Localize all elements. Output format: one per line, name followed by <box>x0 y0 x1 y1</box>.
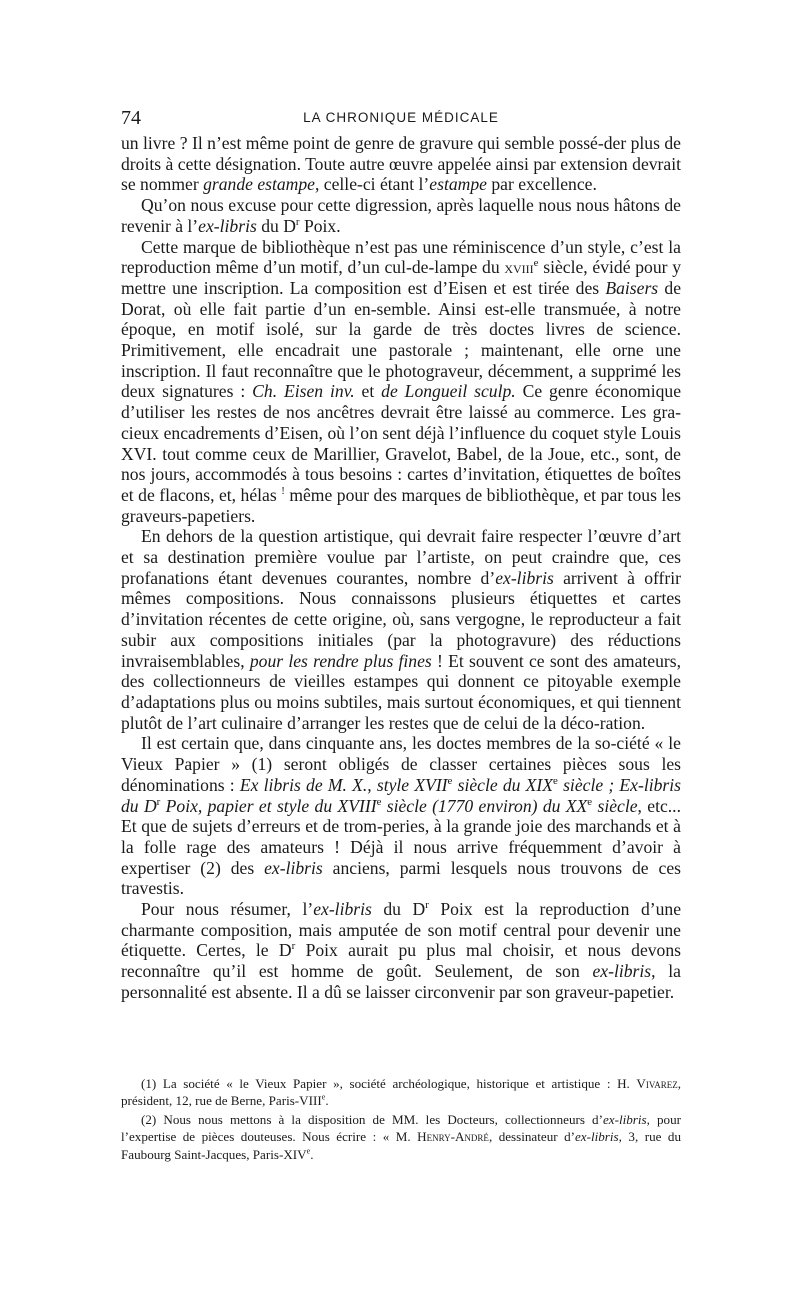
superscript: e <box>306 1146 311 1156</box>
italic-run: ex-libris <box>575 1129 619 1145</box>
superscript: e <box>376 795 382 808</box>
italic-run: Ch. Eisen inv. <box>252 381 355 402</box>
paragraph-4 <box>121 526 681 733</box>
italic-run: ex-libris <box>592 961 652 982</box>
text-run: Poix. <box>299 215 341 236</box>
text-run: Poix aurait pu plus mal choisir, et nous devons reconnaître qu’il est homme de goût. Seulement, de son <box>121 940 681 982</box>
text-run: Poix est la reproduction d’une charmante composition, mais amputée de son motif central pour devenir une étiquette. Certes, le D <box>121 899 681 961</box>
text-run: même pour des marques de bibliothèque, et par tous les graveurs-papetiers. <box>121 484 681 526</box>
italic-run: ex-libris <box>313 899 372 920</box>
italic-run: siècle (1770 environ) du XX <box>381 795 588 816</box>
text-run: , président, 12, rue de Berne, Paris-VIII <box>121 1076 681 1109</box>
paragraph-5 <box>121 733 681 899</box>
italic-run: de Longueil sculp. <box>381 381 516 402</box>
text-run: Ce genre économique d’utiliser les restes de nos ancêtres devrait être laissé au commerce. Les gra-cieux encadrements d’Eisen, où l’on sent déjà l’influence du coquet style Louis XVI. tout comme ceux de Marillier, Gravelot, Babel, de la Joue, etc., sont, de nos jours, accommodés à tous besoins : cartes d’invitation, étiquettes de boîtes et de flacons, et, hélas <box>121 381 682 505</box>
small-caps-run: Henry-André <box>417 1129 489 1145</box>
text-run: par excellence. <box>486 174 597 195</box>
text-run: Pour nous résumer, l’ <box>141 899 314 920</box>
italic-run: Poix, papier et style du XVIII <box>160 795 377 816</box>
text-run: arrivent à offrir mêmes compositions. Nous connaissons plusieurs étiquettes et cartes d’invitation récentes de cette origine, où, sans vergogne, le reproducteur a fait subir aux compositions initiales (par la photogravure) des réductions invraisemblables, <box>121 567 681 671</box>
superscript: r <box>295 215 300 228</box>
paragraph-6 <box>121 899 681 1003</box>
italic-run: siècle <box>592 795 638 816</box>
text-run: En dehors de la question artistique, qui devrait faire respecter l’œuvre d’art et sa destination première voulue par l’artiste, on peut craindre que, ces profanations étant devenues courantes, nombre d’ <box>121 526 681 588</box>
footnotes <box>121 1075 681 1163</box>
text-run: siècle, évidé pour y mettre une inscription. La composition est d’Eisen et est tirée des <box>121 257 681 298</box>
page-number: 74 <box>121 107 141 129</box>
text-run: Qu’on nous excuse pour cette digression, après laquelle nous nous hâtons de revenir à l’ <box>121 195 681 236</box>
text-run: (1) La société « le Vieux Papier », société archéologique, historique et artistique : H. <box>141 1076 637 1091</box>
text-run: ! Et souvent ce sont des amateurs, des collectionneurs de vieilles estampes qui donnent ce pitoyable exemple d’adaptations plus ou moins subtiles, mais surtout économiques, et qui tiennent plutôt de l’art culinaire d’arranger les restes que de celui de la déco-ration. <box>121 650 681 733</box>
body-text <box>121 133 681 1003</box>
superscript: ! <box>281 485 285 498</box>
italic-run: ex-libris <box>264 857 323 878</box>
paragraph-1 <box>121 133 681 195</box>
superscript: e <box>321 1093 326 1103</box>
paragraph-2 <box>121 195 681 236</box>
text-run: , etc... Et que de sujets d’erreurs et de trom-peries, à la grande joie des marchands et à la folle rage des amateurs ! Déjà il nous arrive fréquemment d’avoir à expertiser (2) des <box>121 795 681 878</box>
text-run: et <box>354 381 382 402</box>
italic-run: ex-libris <box>602 1111 647 1127</box>
text-run: Cette marque de bibliothèque n’est pas une réminiscence d’un style, c’est la reproduction même d’un motif, d’un cul-de-lampe du <box>121 236 681 278</box>
superscript: e <box>447 774 453 787</box>
superscript: r <box>425 899 429 912</box>
text-run: . <box>325 1093 329 1109</box>
text-run: du D <box>256 215 296 236</box>
running-title: LA CHRONIQUE MÉDICALE <box>303 110 499 125</box>
text-run: anciens, parmi lesquels nous trouvons de ces travestis. <box>121 857 681 899</box>
italic-run: Ex libris de M. X., style XVII <box>239 774 448 795</box>
text-run: de Dorat, où elle fait partie d’un en-semble. Ainsi est-elle transmuée, à notre époque, en motif isolé, sur la garde de très doctes livres de science. Primitivement, elle encadrait une pastorale ; maintenant, elle orne une inscription. Il faut reconnaître que le photograveur, décemment, a supprimé les deux signatures : <box>121 277 681 402</box>
italic-run: siècle ; Ex-libris du D <box>121 774 681 816</box>
paragraph-3 <box>121 237 681 527</box>
italic-run: ex-libris <box>198 215 257 236</box>
text-run: Il est certain que, dans cinquante ans, les doctes membres de la so-ciété « le Vieux Papier » (1) seront obligés de classer certaines pièces sous les dénominations : <box>121 733 681 795</box>
small-caps-run: Vivarez <box>636 1076 678 1091</box>
italic-run: pour les rendre plus fines <box>249 650 432 671</box>
text-run: , 3, rue du Faubourg Saint-Jacques, Paris-XIV <box>121 1129 682 1162</box>
footnote-1 <box>121 1075 681 1110</box>
small-caps-run: xviii <box>504 257 534 278</box>
text-run: , pour l’expertise de pièces douteuses. Nous écrire : « M. <box>121 1111 681 1145</box>
text-run: , la personnalité est absente. Il a dû se laisser circonvenir par son graveur-papetier. <box>121 961 681 1002</box>
superscript: e <box>533 257 539 270</box>
italic-run: grande estampe <box>203 174 315 195</box>
text-run: du D <box>371 899 426 920</box>
italic-run: siècle du XIX <box>452 774 554 795</box>
text-run: un livre ? Il n’est même point de genre de gravure qui semble possé-der plus de droits à cette désignation. Toute autre œuvre appelée ainsi par extension devrait se nommer <box>121 133 681 195</box>
footnote-2 <box>121 1111 681 1163</box>
italic-run: ex-libris <box>495 567 554 588</box>
text-run: (2) Nous nous mettons à la disposition de MM. les Docteurs, collectionneurs d’ <box>141 1111 603 1127</box>
superscript: e <box>553 774 558 787</box>
superscript: e <box>587 795 593 808</box>
italic-run: Baisers <box>605 277 659 298</box>
italic-run: estampe <box>429 174 487 195</box>
text-run: , celle-ci étant l’ <box>315 174 430 195</box>
page-header <box>121 104 681 132</box>
superscript: r <box>291 940 296 953</box>
text-run: . <box>310 1146 314 1162</box>
text-run: , dessinateur d’ <box>488 1129 575 1145</box>
superscript: r <box>156 795 161 808</box>
